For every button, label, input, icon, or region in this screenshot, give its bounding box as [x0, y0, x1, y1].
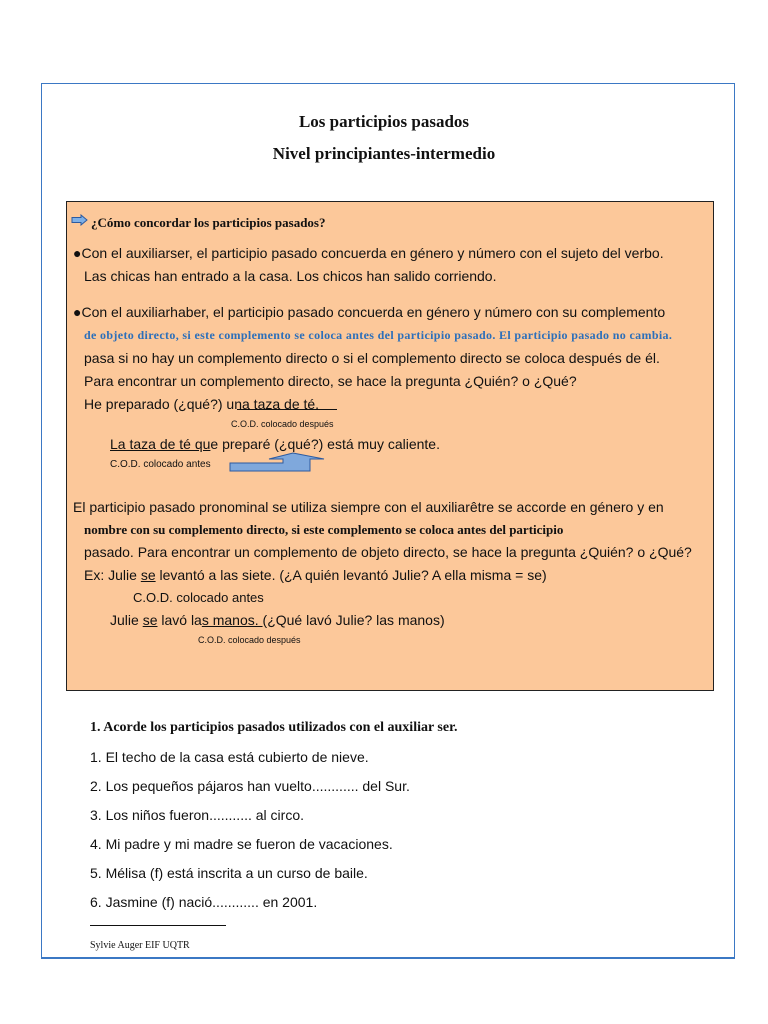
page-subtitle: Nivel principiantes-intermedio: [272, 144, 496, 163]
pronominal-rule-line1: El participio pasado pronominal se utiliza siempre con el auxiliarêtre se accorde en género y en: [73, 499, 664, 515]
haber-example2-cod: La taza de té qu: [110, 436, 211, 452]
haber-rule-line3: pasa si no hay un complemento directo o si el complemento directo se coloca después de él.: [84, 350, 660, 366]
box-question: ¿Cómo concordar los participios pasados?: [91, 215, 326, 230]
ser-rule: ●Con el auxiliarser, el participio pasado concuerda en género y número con el sujeto del verbo.: [73, 245, 664, 261]
pronominal-example2: [110, 612, 445, 628]
exercise-item: 2. Los pequeños pájaros han vuelto............ del Sur.: [90, 778, 410, 794]
ser-example: Las chicas han entrado a la casa. Los chicos han salido corriendo.: [84, 268, 497, 284]
haber-example2: [110, 436, 440, 452]
pronominal-ex1-a: Ex: Julie: [84, 567, 141, 583]
pronominal-ex2-se: se: [142, 612, 158, 628]
haber-example1-prefix: He preparado (¿qué?) un: [84, 396, 242, 412]
pronominal-rule-line3: pasado. Para encontrar un complemento de objeto directo, se hace la pregunta ¿Quién? o ¿Qué?: [84, 544, 692, 560]
exercise-item: 6. Jasmine (f) nació............ en 2001.: [90, 894, 318, 910]
haber-rule-line1: ●Con el auxiliarhaber, el participio pasado concuerda en género y número con su complemento: [73, 304, 666, 320]
pronominal-rule-line2: nombre con su complemento directo, si este complemento se coloca antes del participio: [84, 522, 564, 537]
cod-note-after-2: C.O.D. colocado después: [198, 635, 301, 645]
pronominal-ex2-b: lavó la: [157, 612, 202, 628]
cod-note-before-2: C.O.D. colocado antes: [133, 590, 264, 605]
exercise-item: 3. Los niños fueron........... al circo.: [90, 807, 304, 823]
exercise-item: 4. Mi padre y mi madre se fueron de vacaciones.: [90, 836, 393, 852]
footer-author: Sylvie Auger EIF UQTR: [90, 940, 190, 951]
exercise-item: 1. El techo de la casa está cubierto de nieve.: [90, 749, 369, 765]
haber-rule-line4: Para encontrar un complemento directo, se hace la pregunta ¿Quién? o ¿Qué?: [84, 373, 577, 389]
up-arrow-icon: [229, 452, 327, 472]
exercise-item: 5. Mélisa (f) está inscrita a un curso de baile.: [90, 865, 368, 881]
haber-example2-rest: e preparé (¿qué?) está muy caliente.: [210, 436, 440, 452]
cod-underline: [237, 409, 337, 410]
pronominal-ex2-cod: s manos.: [201, 612, 263, 628]
pronominal-ex2-c: (¿Qué lavó Julie? las manos): [262, 612, 445, 628]
footnote-separator: [90, 925, 226, 926]
pronominal-example1: [84, 567, 547, 583]
haber-rule-line2: de objeto directo, si este complemento se coloca antes del participio pasado. El participio pasado no cambia.: [84, 328, 673, 342]
cod-note-before: C.O.D. colocado antes: [110, 459, 211, 470]
pronominal-ex2-a: Julie: [110, 612, 143, 628]
page-title: Los participios pasados: [298, 112, 470, 131]
pronominal-ex1-se: se: [140, 567, 156, 583]
right-arrow-icon: [71, 214, 89, 226]
haber-example1-cod: a taza de té.: [242, 396, 320, 412]
cod-note-after: C.O.D. colocado después: [231, 419, 334, 429]
pronominal-ex1-b: levantó a las siete. (¿A quién levantó Julie? A ella misma = se): [155, 567, 547, 583]
exercise-title: 1. Acorde los participios pasados utilizados con el auxiliar ser.: [90, 720, 458, 735]
